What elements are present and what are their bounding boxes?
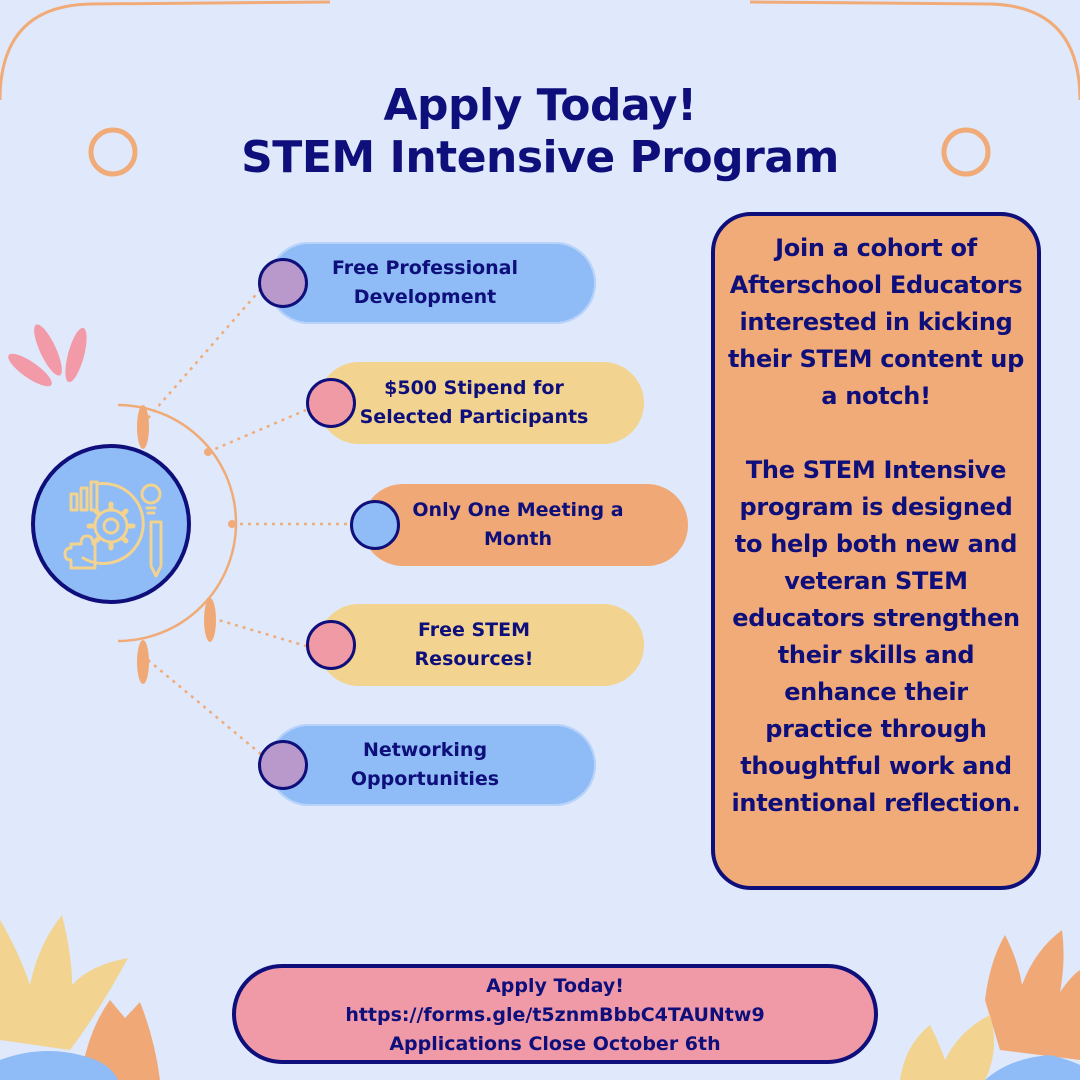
arc-leaf-2 — [204, 598, 216, 642]
benefit-pill-stipend — [318, 362, 644, 444]
benefit-pill-resources — [318, 604, 644, 686]
benefit-label: Networking Opportunities — [350, 739, 500, 790]
benefit-pill-professional-development — [268, 242, 596, 324]
program-description-box — [711, 212, 1041, 890]
benefit-dot — [306, 620, 356, 670]
benefit-pill-networking — [268, 724, 596, 806]
benefit-label: $500 Stipend for Selected Participants — [359, 377, 589, 428]
arc-leaf-3 — [137, 640, 149, 684]
title-line-1: Apply Today! — [383, 80, 697, 131]
title-line-2: STEM Intensive Program — [241, 132, 839, 183]
blob-blue-right — [985, 1055, 1080, 1080]
pink-petals — [4, 321, 91, 391]
apply-heading: Apply Today! — [486, 975, 624, 997]
stem-gear-lightbulb-icon — [35, 448, 187, 600]
description-paragraph-1: Join a cohort of Afterschool Educators interested in kicking their STEM content up a notch! — [728, 234, 1024, 410]
benefit-pill-meeting — [362, 484, 688, 566]
deadline-text: Applications Close October 6th — [389, 1033, 721, 1055]
leaf-orange-right — [985, 930, 1080, 1060]
benefit-label: Free Professional Development — [331, 257, 519, 308]
benefit-dot — [306, 378, 356, 428]
benefit-dot — [258, 740, 308, 790]
description-paragraph-2: The STEM Intensive program is designed to help both new and veteran STEM educators strengthen their skills and enhance their practice through thoughtful work and intentional reflection. — [731, 456, 1021, 817]
stem-hub — [31, 444, 191, 604]
application-link[interactable]: https://forms.gle/t5znmBbbC4TAUNtw9 — [345, 1004, 765, 1026]
benefit-label: Free STEM Resources! — [414, 619, 534, 670]
leaf-yellow-right — [900, 1015, 994, 1080]
benefit-dot — [258, 258, 308, 308]
apply-banner — [232, 964, 878, 1064]
arc-leaf-1 — [137, 405, 149, 449]
benefit-dot — [350, 500, 400, 550]
benefit-label: Only One Meeting a Month — [412, 499, 624, 550]
